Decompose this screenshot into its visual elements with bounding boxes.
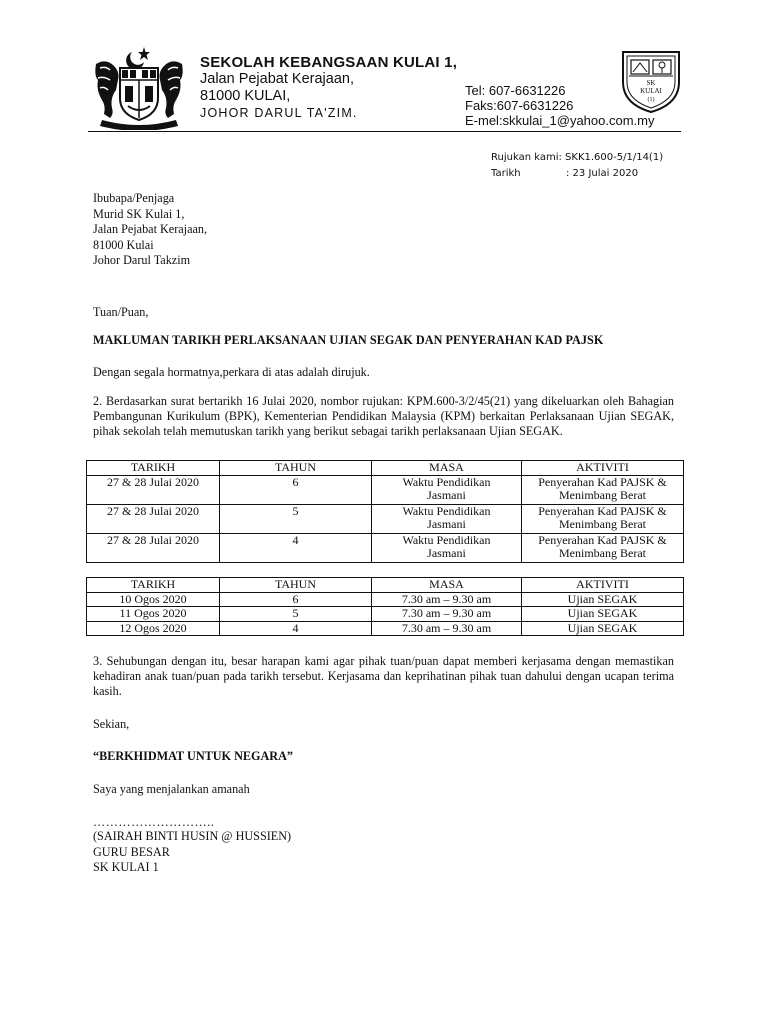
email: E-mel:skkulai_1@yahoo.com.my <box>465 113 655 128</box>
column-header: TAHUN <box>220 578 372 593</box>
cell-masa: 7.30 am – 9.30 am <box>372 621 522 636</box>
schedule-table-segak <box>86 577 684 636</box>
cell-aktiviti: Penyerahan Kad PAJSK & Menimbang Berat <box>522 533 684 562</box>
school-address-line1: Jalan Pejabat Kerajaan, <box>200 71 354 87</box>
cell-aktiviti: Penyerahan Kad PAJSK & Menimbang Berat <box>522 475 684 504</box>
cell-aktiviti: Penyerahan Kad PAJSK & Menimbang Berat <box>522 504 684 533</box>
date-label: Tarikh <box>491 168 521 179</box>
cell-tahun: 5 <box>220 607 372 622</box>
column-header: AKTIVITI <box>522 461 684 476</box>
signatory-name: (SAIRAH BINTI HUSIN @ HUSSIEN) <box>93 829 292 843</box>
school-badge-logo <box>619 48 683 114</box>
cell-tahun: 4 <box>220 621 372 636</box>
cell-masa: Waktu Pendidikan Jasmani <box>372 504 522 533</box>
reference-number: SKK1.600-5/1/14(1) <box>565 152 664 163</box>
telephone: Tel: 607-6631226 <box>465 83 566 98</box>
cell-tarikh: 27 & 28 Julai 2020 <box>87 504 220 533</box>
salutation: Tuan/Puan, <box>93 305 149 319</box>
cell-masa: Waktu Pendidikan Jasmani <box>372 475 522 504</box>
reference-block <box>491 150 663 182</box>
paragraph-3: 3. Sehubungan dengan itu, besar harapan kami agar pihak tuan/puan dapat memberi kerjasama dengan memastikan kehadiran anak tuan/puan pada tarikh tersebut. Kerjasama dan keprihatinan pihak tuan dahului dengan ucapan terima kasih. <box>93 654 674 698</box>
table-header-row <box>87 578 684 593</box>
recipient-line: 81000 Kulai <box>93 237 154 252</box>
column-header: MASA <box>372 578 522 593</box>
cell-masa: Waktu Pendidikan Jasmani <box>372 533 522 562</box>
table-row <box>87 592 684 607</box>
cell-aktiviti: Ujian SEGAK <box>522 592 684 607</box>
cell-tarikh: 27 & 28 Julai 2020 <box>87 533 220 562</box>
signatory-school: SK KULAI 1 <box>93 860 159 874</box>
badge-text-bot: (1) <box>647 97 655 103</box>
cell-aktiviti: Ujian SEGAK <box>522 621 684 636</box>
badge-text-mid: KULAI <box>640 87 662 95</box>
cell-tahun: 5 <box>220 504 372 533</box>
recipient-line: Jalan Pejabat Kerajaan, <box>93 222 208 236</box>
coat-of-arms-logo <box>88 44 190 130</box>
table-header-row <box>87 461 684 476</box>
cell-masa: 7.30 am – 9.30 am <box>372 592 522 607</box>
cell-tarikh: 10 Ogos 2020 <box>87 592 220 607</box>
table-row <box>87 504 684 533</box>
cell-tarikh: 11 Ogos 2020 <box>87 607 220 622</box>
fax: Faks:607-6631226 <box>465 98 574 113</box>
cell-aktiviti: Ujian SEGAK <box>522 607 684 622</box>
header-divider <box>88 131 681 132</box>
table-row <box>87 607 684 622</box>
schedule-table-pajsk <box>86 460 684 563</box>
cell-masa: 7.30 am – 9.30 am <box>372 607 522 622</box>
recipient-line: Murid SK Kulai 1, <box>93 206 185 221</box>
letter-subject: MAKLUMAN TARIKH PERLAKSANAAN UJIAN SEGAK DAN PENYERAHAN KAD PAJSK <box>93 333 604 347</box>
trust-line: Saya yang menjalankan amanah <box>93 782 250 796</box>
column-header: TAHUN <box>220 461 372 476</box>
cell-tarikh: 12 Ogos 2020 <box>87 621 220 636</box>
table-row <box>87 533 684 562</box>
signature-block <box>93 829 291 876</box>
recipient-line: Johor Darul Takzim <box>93 253 191 267</box>
recipient-address <box>93 191 207 269</box>
table-row <box>87 621 684 636</box>
signatory-title: GURU BESAR <box>93 844 170 859</box>
badge-text-top: SK <box>646 79 656 87</box>
school-name: SEKOLAH KEBANGSAAN KULAI 1, <box>200 54 458 71</box>
cell-tahun: 4 <box>220 533 372 562</box>
closing: Sekian, <box>93 717 130 731</box>
cell-tarikh: 27 & 28 Julai 2020 <box>87 475 220 504</box>
column-header: TARIKH <box>87 578 220 593</box>
motto: “BERKHIDMAT UNTUK NEGARA” <box>93 749 293 763</box>
reference-label: Rujukan kami: <box>491 152 562 163</box>
intro-line: Dengan segala hormatnya,perkara di atas adalah dirujuk. <box>93 365 370 379</box>
school-address-line2: 81000 KULAI, <box>200 88 291 104</box>
letter-date: : 23 Julai 2020 <box>566 168 639 179</box>
column-header: TARIKH <box>87 461 220 476</box>
school-letterhead <box>200 54 457 122</box>
cell-tahun: 6 <box>220 592 372 607</box>
recipient-line: Ibubapa/Penjaga <box>93 191 175 205</box>
school-state: JOHOR DARUL TA'ZIM. <box>200 106 358 120</box>
column-header: AKTIVITI <box>522 578 684 593</box>
column-header: MASA <box>372 461 522 476</box>
signature-line: ……………………….. <box>93 815 215 829</box>
table-row <box>87 475 684 504</box>
cell-tahun: 6 <box>220 475 372 504</box>
paragraph-2: 2. Berdasarkan surat bertarikh 16 Julai 2020, nombor rujukan: KPM.600-3/2/45(21) yang dikeluarkan oleh Bahagian Pembangunan Kurikulum (BPK), Kementerian Pendidikan Malaysia (KPM) berkaitan Perlaksanaan Ujian SEGAK, pihak sekolah telah memutuskan tarikh yang berikut sebagai tarikh perlaksanaan Ujian SEGAK. <box>93 394 674 438</box>
